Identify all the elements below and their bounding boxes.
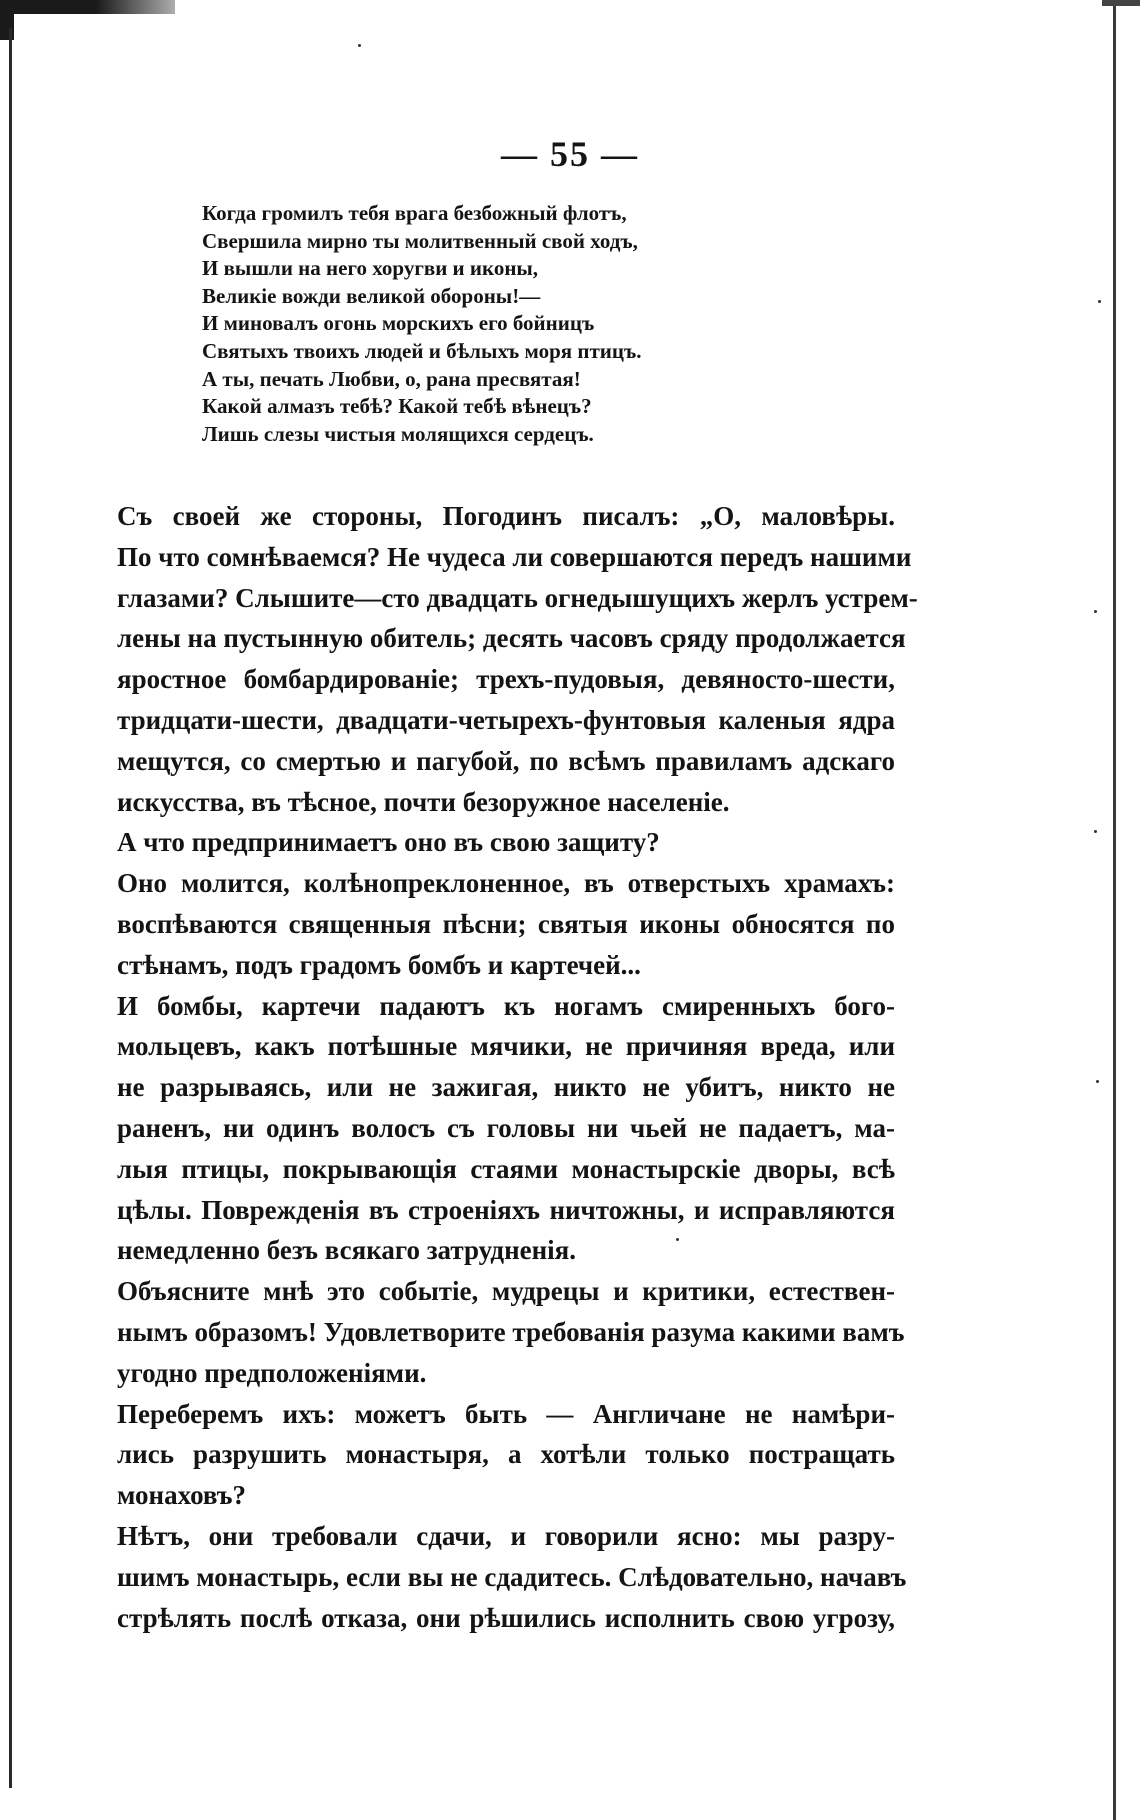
text-line: лись разрушить монастыря, а хотѣли только постращать	[117, 1439, 895, 1470]
text-line: шимъ монастырь, если вы не сдадитесь. Слѣдовательно, начавъ	[117, 1561, 907, 1592]
paragraph-bombs	[117, 986, 895, 1272]
text-line: яростное бомбардированіе; трехъ-пудовыя, девяносто-шести,	[117, 664, 895, 695]
poem-line: Когда громилъ тебя врага безбожный флотъ,	[202, 201, 627, 225]
text-line: Нѣтъ, они требовали сдачи, и говорили ясно: мы разру-	[117, 1520, 895, 1551]
poem-line: Какой алмазъ тебѣ? Какой тебѣ вѣнецъ?	[202, 394, 592, 419]
body-text	[117, 496, 918, 1638]
poem-line: И вышли на него хоругви и иконы,	[202, 256, 539, 281]
paragraph-explain	[117, 1271, 905, 1393]
text-line: Объясните мнѣ это событіе, мудрецы и критики, естествен-	[117, 1276, 895, 1307]
text-line: лыя птицы, покрывающія стаями монастырскіе дворы, всѣ	[117, 1153, 895, 1184]
text-line: цѣлы. Поврежденія въ строеніяхъ ничтожны, и исправляются	[117, 1194, 895, 1225]
text-line: А что предпринимаетъ оно въ свою защиту?	[117, 827, 660, 858]
text-line: не разрываясь, или не зажигая, никто не убитъ, никто не	[117, 1072, 895, 1103]
poem-line: Свершила мирно ты молитвенный свой ходъ,	[202, 228, 638, 253]
scan-edge-left	[9, 28, 12, 1788]
text-line: По что сомнѣваемся? Не чудеса ли совершаются передъ нашими	[117, 541, 912, 572]
poem-line: И миновалъ огонь морскихъ его бойницъ	[202, 311, 595, 336]
text-line: И бомбы, картечи падаютъ къ ногамъ смиренныхъ бого-	[117, 990, 895, 1021]
scan-edge-right	[1113, 0, 1116, 1820]
paragraph-question	[117, 822, 895, 863]
poem-line: Лишь слезы чистыя молящихся сердецъ.	[202, 421, 594, 446]
scan-speck	[1094, 610, 1097, 613]
poem-block	[202, 200, 762, 448]
text-line: воспѣваются священныя пѣсни; святыя иконы обносятся по	[117, 908, 895, 939]
poem-line: Великіе вожди великой обороны!—	[202, 283, 541, 308]
page-number: — 55 —	[501, 134, 639, 174]
text-line: тридцати-шести, двадцати-четырехъ-фунтовыя каленыя ядра	[117, 704, 895, 735]
scan-edge-top-right	[1102, 0, 1140, 6]
scan-speck	[1096, 1080, 1099, 1083]
text-line: монаховъ?	[117, 1480, 247, 1511]
poem-line: Святыхъ твоихъ людей и бѣлыхъ моря птицъ.	[202, 338, 642, 363]
text-line: угодно предположеніями.	[117, 1357, 427, 1388]
text-line: лены на пустынную обитель; десять часовъ сряду продолжается	[117, 623, 906, 654]
text-line: Оно молится, колѣнопреклоненное, въ отверстыхъ храмахъ:	[117, 868, 895, 899]
scan-edge-corner	[0, 0, 175, 14]
paragraph-suppositions	[117, 1394, 895, 1516]
poem-line: А ты, печать Любви, о, рана пресвятая!	[202, 366, 581, 391]
text-line: искусства, въ тѣсное, почти безоружное населеніе.	[117, 786, 730, 817]
scan-speck	[1098, 300, 1101, 303]
text-line: глазами? Слышите—сто двадцать огнедышущихъ жерлъ устрем-	[117, 582, 918, 613]
text-line: нымъ образомъ! Удовлетворите требованія разума какими вамъ	[117, 1316, 905, 1347]
text-line: стрѣлять послѣ отказа, они рѣшились исполнить свою угрозу,	[117, 1602, 895, 1633]
scan-speck	[1094, 830, 1097, 833]
text-line: мещутся, со смертью и пагубой, по всѣмъ правиламъ адскаго	[117, 745, 895, 776]
text-line: Переберемъ ихъ: можетъ быть — Англичане не намѣри-	[117, 1398, 895, 1429]
text-line: немедленно безъ всякаго затрудненія.	[117, 1235, 577, 1266]
text-line: Съ своей же стороны, Погодинъ писалъ: „О, маловѣры.	[117, 501, 895, 531]
scan-speck	[358, 44, 361, 47]
text-line: раненъ, ни одинъ волосъ съ головы ни чьей не падаетъ, ма-	[117, 1112, 895, 1143]
paragraph-surrender	[117, 1516, 907, 1638]
paragraph-pogodin-letter	[117, 496, 918, 822]
paragraph-prayer	[117, 863, 895, 985]
text-line: стѣнамъ, подъ градомъ бомбъ и картечей...	[117, 949, 641, 980]
text-line: мольцевъ, какъ потѣшные мячики, не причиняя вреда, или	[117, 1031, 895, 1062]
